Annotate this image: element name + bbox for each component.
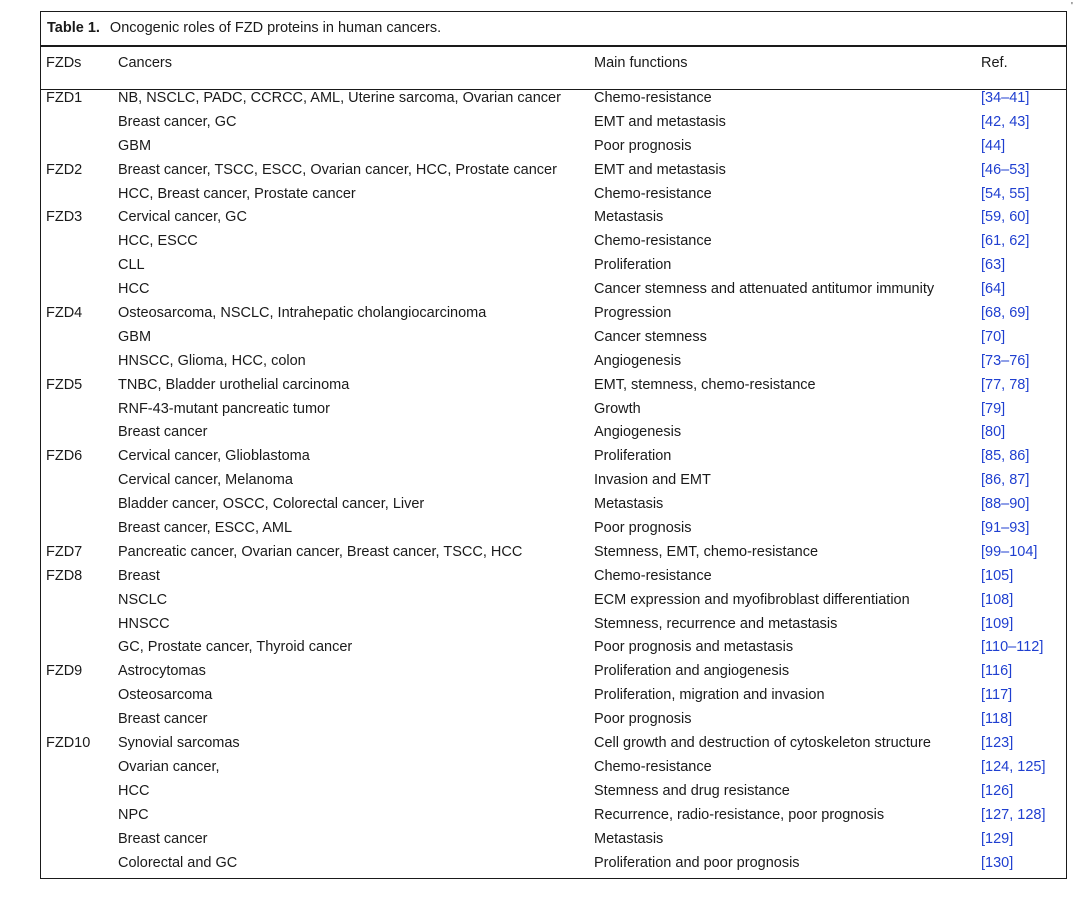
cell-ref[interactable]: [99–104] <box>981 543 1038 560</box>
cell-cancers: GBM <box>118 137 152 154</box>
cell-ref[interactable]: [73–76] <box>981 352 1030 369</box>
cell-cancers: Cervical cancer, Glioblastoma <box>118 448 310 465</box>
cell-fzd: FZD6 <box>46 448 83 465</box>
cell-main-functions: Invasion and EMT <box>594 472 711 489</box>
cell-fzd: FZD4 <box>46 305 83 322</box>
caption-rule <box>41 45 1066 47</box>
cell-cancers: Pancreatic cancer, Ovarian cancer, Breast cancer, TSCC, HCC <box>118 543 523 560</box>
table-row <box>41 88 1066 112</box>
table-row <box>41 518 1066 542</box>
cell-fzd: FZD9 <box>46 663 83 680</box>
cell-main-functions: Progression <box>594 305 672 322</box>
table-row <box>41 566 1066 590</box>
table-row <box>41 685 1066 709</box>
cell-cancers: NSCLC <box>118 591 168 608</box>
cell-ref[interactable]: [108] <box>981 591 1014 608</box>
cell-main-functions: Proliferation and poor prognosis <box>594 854 800 871</box>
cell-ref[interactable]: [86, 87] <box>981 472 1030 489</box>
table-row <box>41 184 1066 208</box>
cell-ref[interactable]: [42, 43] <box>981 113 1030 130</box>
caption-label: Table 1. <box>47 20 100 36</box>
table-row <box>41 661 1066 685</box>
cell-main-functions: Chemo-resistance <box>594 567 712 584</box>
cell-main-functions: Recurrence, radio-resistance, poor prognosis <box>594 806 885 823</box>
cell-main-functions: Cancer stemness <box>594 328 707 345</box>
header-main-functions: Main functions <box>594 55 688 71</box>
table-row <box>41 351 1066 375</box>
cell-ref[interactable]: [124, 125] <box>981 758 1046 775</box>
table-row <box>41 375 1066 399</box>
table-row <box>41 709 1066 733</box>
cell-main-functions: Poor prognosis <box>594 520 692 537</box>
cell-cancers: RNF-43-mutant pancreatic tumor <box>118 400 330 417</box>
cell-cancers: Breast cancer <box>118 424 208 441</box>
cell-cancers: TNBC, Bladder urothelial carcinoma <box>118 376 350 393</box>
cell-cancers: Breast cancer, GC <box>118 113 237 130</box>
cell-main-functions: Proliferation <box>594 448 672 465</box>
cell-ref[interactable]: [109] <box>981 615 1014 632</box>
cell-cancers: HCC, ESCC <box>118 233 198 250</box>
cell-cancers: Breast cancer <box>118 830 208 847</box>
cell-cancers: NPC <box>118 806 149 823</box>
table-row <box>41 542 1066 566</box>
cell-ref[interactable]: [70] <box>981 328 1006 345</box>
cell-ref[interactable]: [129] <box>981 830 1014 847</box>
cell-cancers: Bladder cancer, OSCC, Colorectal cancer, Liver <box>118 496 425 513</box>
table-caption <box>47 20 441 36</box>
cell-ref[interactable]: [68, 69] <box>981 305 1030 322</box>
cell-main-functions: Poor prognosis and metastasis <box>594 639 794 656</box>
cell-fzd: FZD1 <box>46 90 83 106</box>
table-row <box>41 590 1066 614</box>
cell-cancers: GBM <box>118 328 152 345</box>
margin-mark: ' <box>1071 1 1073 12</box>
cell-ref[interactable]: [105] <box>981 567 1014 584</box>
cell-ref[interactable]: [91–93] <box>981 520 1030 537</box>
cell-cancers: Breast cancer <box>118 711 208 728</box>
cell-ref[interactable]: [34–41] <box>981 90 1030 106</box>
cell-main-functions: Proliferation <box>594 257 672 274</box>
cell-cancers: Colorectal and GC <box>118 854 238 871</box>
cell-ref[interactable]: [64] <box>981 281 1006 298</box>
table-row <box>41 399 1066 423</box>
cell-cancers: HCC, Breast cancer, Prostate cancer <box>118 185 356 202</box>
cell-ref[interactable]: [123] <box>981 735 1014 752</box>
cell-cancers: HNSCC <box>118 615 170 632</box>
table-frame <box>40 11 1067 879</box>
cell-main-functions: Chemo-resistance <box>594 758 712 775</box>
cell-cancers: Cervical cancer, Melanoma <box>118 472 293 489</box>
cell-main-functions: Poor prognosis <box>594 137 692 154</box>
cell-fzd: FZD2 <box>46 161 83 178</box>
table-row <box>41 303 1066 327</box>
cell-ref[interactable]: [117] <box>981 687 1013 704</box>
cell-main-functions: Stemness, recurrence and metastasis <box>594 615 838 632</box>
cell-cancers: Ovarian cancer, <box>118 758 220 775</box>
cell-cancers: HNSCC, Glioma, HCC, colon <box>118 352 306 369</box>
table-row <box>41 853 1066 877</box>
cell-cancers: Synovial sarcomas <box>118 735 240 752</box>
table-row <box>41 160 1066 184</box>
cell-main-functions: Stemness and drug resistance <box>594 782 790 799</box>
cell-ref[interactable]: [79] <box>981 400 1006 417</box>
cell-fzd: FZD5 <box>46 376 83 393</box>
table-row <box>41 781 1066 805</box>
table-row <box>41 255 1066 279</box>
table-row <box>41 637 1066 661</box>
table-row <box>41 829 1066 853</box>
cell-cancers: Breast cancer, ESCC, AML <box>118 520 293 537</box>
cell-ref[interactable]: [118] <box>981 711 1013 728</box>
cell-main-functions: Metastasis <box>594 830 664 847</box>
cell-fzd: FZD10 <box>46 735 91 752</box>
cell-main-functions: Chemo-resistance <box>594 233 712 250</box>
header-cancers: Cancers <box>118 55 172 71</box>
cell-main-functions: Angiogenesis <box>594 352 682 369</box>
cell-main-functions: Chemo-resistance <box>594 185 712 202</box>
table-row <box>41 614 1066 638</box>
cell-fzd: FZD8 <box>46 567 83 584</box>
cell-ref[interactable]: [59, 60] <box>981 209 1030 226</box>
table-row <box>41 207 1066 231</box>
cell-main-functions: Stemness, EMT, chemo-resistance <box>594 543 819 560</box>
table-body <box>41 88 1066 876</box>
cell-ref[interactable]: [77, 78] <box>981 376 1030 393</box>
cell-main-functions: Cancer stemness and attenuated antitumor immunity <box>594 281 935 298</box>
table-row <box>41 805 1066 829</box>
cell-main-functions: EMT and metastasis <box>594 113 726 130</box>
cell-ref[interactable]: [127, 128] <box>981 806 1046 823</box>
table-row <box>41 231 1066 255</box>
cell-cancers: HCC <box>118 281 150 298</box>
cell-main-functions: Angiogenesis <box>594 424 682 441</box>
cell-cancers: HCC <box>118 782 150 799</box>
table-row <box>41 446 1066 470</box>
cell-ref[interactable]: [88–90] <box>981 496 1030 513</box>
cell-ref[interactable]: [46–53] <box>981 161 1030 178</box>
cell-ref[interactable]: [130] <box>981 854 1014 871</box>
table-row <box>41 327 1066 351</box>
cell-cancers: CLL <box>118 257 145 274</box>
cell-cancers: GC, Prostate cancer, Thyroid cancer <box>118 639 353 656</box>
cell-ref[interactable]: [85, 86] <box>981 448 1030 465</box>
cell-cancers: Osteosarcoma, NSCLC, Intrahepatic cholangiocarcinoma <box>118 305 487 322</box>
cell-main-functions: Metastasis <box>594 209 664 226</box>
cell-cancers: Cervical cancer, GC <box>118 209 247 226</box>
cell-fzd: FZD3 <box>46 209 83 226</box>
cell-ref[interactable]: [116] <box>981 663 1013 680</box>
cell-ref[interactable]: [63] <box>981 257 1006 274</box>
cell-cancers: Osteosarcoma <box>118 687 213 704</box>
cell-cancers: Breast <box>118 567 160 584</box>
cell-ref[interactable]: [54, 55] <box>981 185 1030 202</box>
cell-cancers: Astrocytomas <box>118 663 206 680</box>
cell-main-functions: Proliferation and angiogenesis <box>594 663 790 680</box>
cell-ref[interactable]: [126] <box>981 782 1014 799</box>
cell-cancers: Breast cancer, TSCC, ESCC, Ovarian cancer, HCC, Prostate cancer <box>118 161 557 178</box>
cell-main-functions: Poor prognosis <box>594 711 692 728</box>
cell-fzd: FZD7 <box>46 543 83 560</box>
cell-ref[interactable]: [80] <box>981 424 1006 441</box>
cell-ref[interactable]: [61, 62] <box>981 233 1030 250</box>
cell-main-functions: Metastasis <box>594 496 664 513</box>
table-row <box>41 470 1066 494</box>
cell-main-functions: ECM expression and myofibroblast differentiation <box>594 591 910 608</box>
cell-ref[interactable]: [44] <box>981 137 1006 154</box>
table-row <box>41 279 1066 303</box>
table-row <box>41 733 1066 757</box>
cell-cancers: NB, NSCLC, PADC, CCRCC, AML, Uterine sarcoma, Ovarian cancer <box>118 90 561 106</box>
header-fzds: FZDs <box>46 55 82 71</box>
cell-main-functions: EMT, stemness, chemo-resistance <box>594 376 816 393</box>
cell-main-functions: EMT and metastasis <box>594 161 726 178</box>
cell-main-functions: Proliferation, migration and invasion <box>594 687 825 704</box>
cell-main-functions: Growth <box>594 400 641 417</box>
cell-main-functions: Cell growth and destruction of cytoskeleton structure <box>594 735 931 752</box>
table-row <box>41 422 1066 446</box>
table-row <box>41 136 1066 160</box>
cell-main-functions: Chemo-resistance <box>594 90 712 106</box>
table-row <box>41 112 1066 136</box>
table-row <box>41 494 1066 518</box>
caption-text: Oncogenic roles of FZD proteins in human cancers. <box>109 20 442 36</box>
table-row <box>41 757 1066 781</box>
cell-ref[interactable]: [110–112] <box>981 639 1044 656</box>
header-ref: Ref. <box>981 55 1008 71</box>
